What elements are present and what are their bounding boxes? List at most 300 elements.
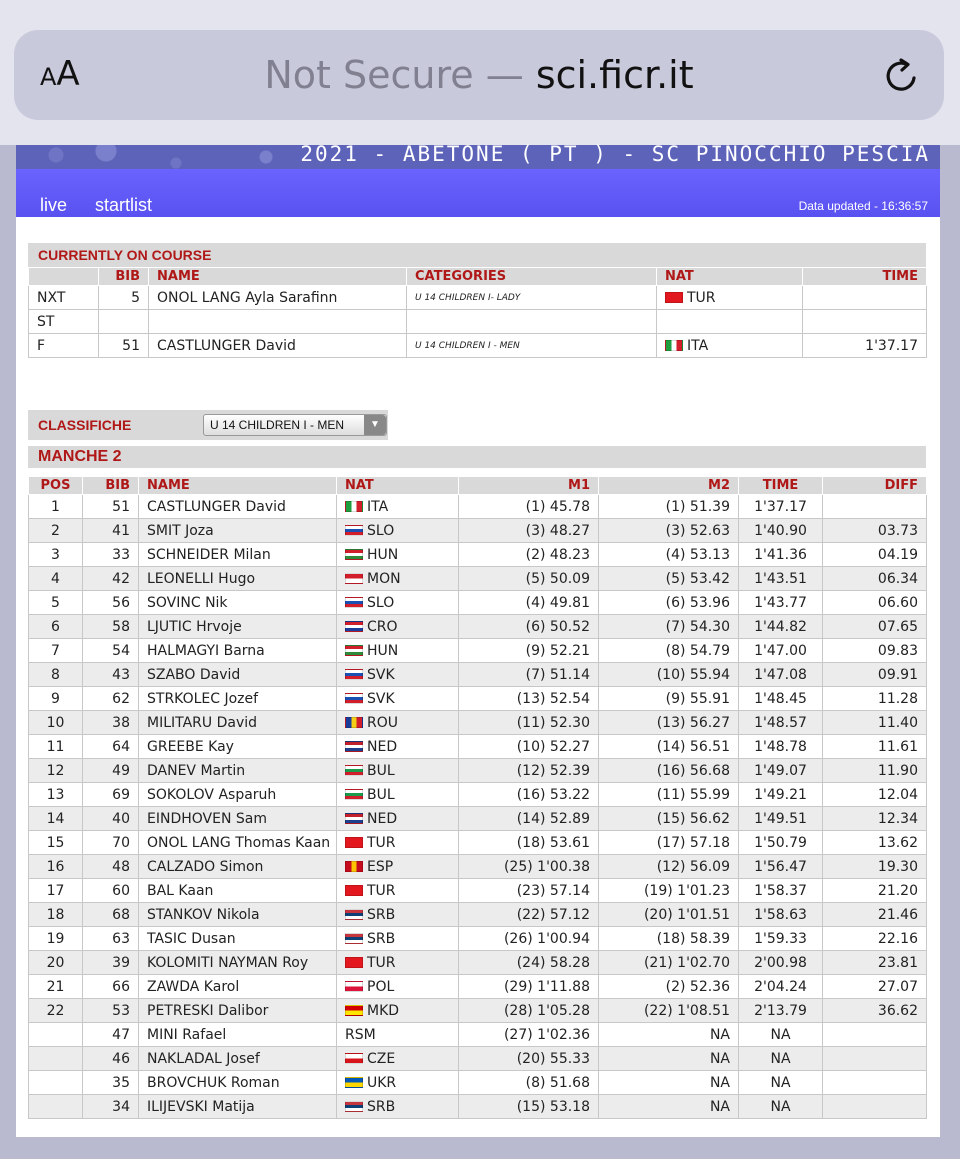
result-diff: 09.91 (823, 663, 927, 687)
result-name: STANKOV Nikola (139, 903, 337, 927)
result-bib: 53 (83, 999, 139, 1023)
nat-code: ROU (367, 714, 398, 731)
result-m2: (18) 58.39 (599, 927, 739, 951)
result-bib: 35 (83, 1071, 139, 1095)
result-name: SMIT Joza (139, 519, 337, 543)
result-pos: 17 (29, 879, 83, 903)
result-time: 1'56.47 (739, 855, 823, 879)
course-column-header (29, 268, 99, 286)
result-bib: 62 (83, 687, 139, 711)
result-name: LEONELLI Hugo (139, 567, 337, 591)
result-pos: 12 (29, 759, 83, 783)
flag-icon (345, 909, 363, 920)
result-m2: (16) 56.68 (599, 759, 739, 783)
result-pos: 14 (29, 807, 83, 831)
results-row (29, 927, 927, 951)
result-bib: 47 (83, 1023, 139, 1047)
course-column-header: TIME (803, 268, 927, 286)
result-m1: (13) 52.54 (459, 687, 599, 711)
result-time: 1'44.82 (739, 615, 823, 639)
result-m2: (9) 55.91 (599, 687, 739, 711)
course-nat (657, 334, 803, 358)
result-m1: (2) 48.23 (459, 543, 599, 567)
result-m1: (4) 49.81 (459, 591, 599, 615)
result-diff: 27.07 (823, 975, 927, 999)
result-pos: 10 (29, 711, 83, 735)
result-name: EINDHOVEN Sam (139, 807, 337, 831)
result-pos (29, 1095, 83, 1119)
nat-code: SRB (367, 930, 396, 947)
result-nat (337, 975, 459, 999)
flag-icon (345, 573, 363, 584)
flag-icon (345, 525, 363, 536)
result-diff: 22.16 (823, 927, 927, 951)
result-nat (337, 879, 459, 903)
results-row (29, 1023, 927, 1047)
result-bib: 54 (83, 639, 139, 663)
result-pos: 21 (29, 975, 83, 999)
result-time: 1'49.21 (739, 783, 823, 807)
result-name: SZABO David (139, 663, 337, 687)
result-pos: 8 (29, 663, 83, 687)
aa-big-label: A (56, 54, 80, 94)
result-time: 1'59.33 (739, 927, 823, 951)
nat-code: HUN (367, 642, 399, 659)
result-name: LJUTIC Hrvoje (139, 615, 337, 639)
results-row (29, 783, 927, 807)
nat-code: ESP (367, 858, 394, 875)
result-nat (337, 615, 459, 639)
result-time: 1'48.45 (739, 687, 823, 711)
result-diff: 07.65 (823, 615, 927, 639)
nav-startlist-link[interactable]: startlist (95, 195, 153, 215)
nat-code: CZE (367, 1050, 396, 1067)
course-name: ONOL LANG Ayla Sarafinn (149, 286, 407, 310)
result-pos (29, 1071, 83, 1095)
results-column-header: TIME (739, 477, 823, 495)
result-bib: 42 (83, 567, 139, 591)
result-pos: 18 (29, 903, 83, 927)
result-bib: 41 (83, 519, 139, 543)
result-bib: 63 (83, 927, 139, 951)
result-nat (337, 1047, 459, 1071)
result-time: NA (739, 1023, 823, 1047)
result-name: CASTLUNGER David (139, 495, 337, 519)
result-time: 1'48.57 (739, 711, 823, 735)
result-m2: (22) 1'08.51 (599, 999, 739, 1023)
course-status: F (29, 334, 99, 358)
result-bib: 60 (83, 879, 139, 903)
result-nat (337, 687, 459, 711)
result-nat (337, 663, 459, 687)
flag-icon (345, 549, 363, 560)
result-m1: (23) 57.14 (459, 879, 599, 903)
result-time: 1'47.00 (739, 639, 823, 663)
flag-icon (345, 1053, 363, 1064)
url-display[interactable] (14, 53, 944, 97)
nat-code: RSM (345, 1026, 376, 1043)
result-m2: (20) 1'01.51 (599, 903, 739, 927)
result-nat (337, 855, 459, 879)
flag-icon (345, 621, 363, 632)
course-category: U 14 CHILDREN I- LADY (407, 286, 657, 310)
flag-icon (345, 669, 363, 680)
result-time: 1'40.90 (739, 519, 823, 543)
course-status: ST (29, 310, 99, 334)
reload-icon[interactable] (880, 54, 924, 98)
result-pos: 11 (29, 735, 83, 759)
nat-code: CRO (367, 618, 398, 635)
result-name: SOKOLOV Asparuh (139, 783, 337, 807)
result-bib: 70 (83, 831, 139, 855)
results-row (29, 975, 927, 999)
result-name: BROVCHUK Roman (139, 1071, 337, 1095)
result-m2: (12) 56.09 (599, 855, 739, 879)
course-nat (657, 310, 803, 334)
flag-icon (345, 501, 363, 512)
result-m2: NA (599, 1023, 739, 1047)
results-row (29, 543, 927, 567)
result-m2: (19) 1'01.23 (599, 879, 739, 903)
flag-icon (345, 837, 363, 848)
result-name: DANEV Martin (139, 759, 337, 783)
result-nat (337, 543, 459, 567)
result-m1: (25) 1'00.38 (459, 855, 599, 879)
nat-code: ITA (367, 498, 389, 515)
result-time: 1'50.79 (739, 831, 823, 855)
result-pos: 15 (29, 831, 83, 855)
results-row (29, 903, 927, 927)
result-nat (337, 1095, 459, 1119)
nat-code: ITA (687, 337, 709, 354)
nat-code: MKD (367, 1002, 400, 1019)
results-row (29, 639, 927, 663)
result-m2: (21) 1'02.70 (599, 951, 739, 975)
result-pos: 4 (29, 567, 83, 591)
result-m2: (4) 53.13 (599, 543, 739, 567)
nat-code: HUN (367, 546, 399, 563)
result-nat (337, 495, 459, 519)
course-row (29, 310, 927, 334)
course-category (407, 310, 657, 334)
result-m2: (17) 57.18 (599, 831, 739, 855)
result-nat (337, 903, 459, 927)
result-diff: 11.61 (823, 735, 927, 759)
result-time: 2'00.98 (739, 951, 823, 975)
result-name: MILITARU David (139, 711, 337, 735)
result-m2: (14) 56.51 (599, 735, 739, 759)
result-m1: (6) 50.52 (459, 615, 599, 639)
results-row (29, 735, 927, 759)
result-diff: 04.19 (823, 543, 927, 567)
category-select-value: U 14 CHILDREN I - MEN (210, 418, 345, 432)
course-name (149, 310, 407, 334)
result-diff: 06.60 (823, 591, 927, 615)
result-m2: (15) 56.62 (599, 807, 739, 831)
result-m1: (10) 52.27 (459, 735, 599, 759)
flag-icon (345, 717, 363, 728)
classification-label: CLASSIFICHE (38, 417, 132, 433)
result-time: NA (739, 1095, 823, 1119)
result-m2: (5) 53.42 (599, 567, 739, 591)
result-bib: 43 (83, 663, 139, 687)
nat-code: SLO (367, 522, 395, 539)
result-bib: 68 (83, 903, 139, 927)
result-bib: 64 (83, 735, 139, 759)
result-m1: (9) 52.21 (459, 639, 599, 663)
result-nat (337, 639, 459, 663)
site-nav (16, 169, 940, 217)
result-m2: (1) 51.39 (599, 495, 739, 519)
result-nat (337, 831, 459, 855)
result-nat (337, 807, 459, 831)
flag-icon (345, 1077, 363, 1088)
flag-icon (345, 1101, 363, 1112)
result-m1: (14) 52.89 (459, 807, 599, 831)
result-name: ILIJEVSKI Matija (139, 1095, 337, 1119)
result-pos (29, 1023, 83, 1047)
result-bib: 56 (83, 591, 139, 615)
result-pos: 7 (29, 639, 83, 663)
result-diff: 13.62 (823, 831, 927, 855)
result-diff: 36.62 (823, 999, 927, 1023)
course-name: CASTLUNGER David (149, 334, 407, 358)
results-column-header: DIFF (823, 477, 927, 495)
flag-icon (345, 765, 363, 776)
category-select[interactable] (203, 414, 387, 436)
flag-icon (345, 933, 363, 944)
result-m1: (28) 1'05.28 (459, 999, 599, 1023)
result-m2: (13) 56.27 (599, 711, 739, 735)
result-m1: (22) 57.12 (459, 903, 599, 927)
results-row (29, 591, 927, 615)
result-bib: 39 (83, 951, 139, 975)
result-m1: (15) 53.18 (459, 1095, 599, 1119)
result-name: KOLOMITI NAYMAN Roy (139, 951, 337, 975)
result-nat (337, 735, 459, 759)
flag-icon (345, 885, 363, 896)
result-bib: 46 (83, 1047, 139, 1071)
event-banner (16, 142, 940, 169)
result-time: NA (739, 1071, 823, 1095)
result-diff: 09.83 (823, 639, 927, 663)
results-row (29, 1047, 927, 1071)
results-row (29, 999, 927, 1023)
results-row (29, 759, 927, 783)
results-row (29, 495, 927, 519)
results-row (29, 807, 927, 831)
results-row (29, 1095, 927, 1119)
results-row (29, 519, 927, 543)
result-m2: (11) 55.99 (599, 783, 739, 807)
results-row (29, 687, 927, 711)
result-diff: 12.04 (823, 783, 927, 807)
result-m1: (1) 45.78 (459, 495, 599, 519)
result-m2: (6) 53.96 (599, 591, 739, 615)
result-bib: 66 (83, 975, 139, 999)
result-pos: 20 (29, 951, 83, 975)
result-time: 2'13.79 (739, 999, 823, 1023)
result-m2: (3) 52.63 (599, 519, 739, 543)
result-pos: 22 (29, 999, 83, 1023)
result-nat (337, 1023, 459, 1047)
nat-code: NED (367, 810, 398, 827)
classification-bar (28, 410, 388, 440)
result-diff: 03.73 (823, 519, 927, 543)
nav-live-link[interactable]: live (40, 195, 68, 215)
course-time: 1'37.17 (803, 334, 927, 358)
result-bib: 33 (83, 543, 139, 567)
result-pos: 9 (29, 687, 83, 711)
result-name: ZAWDA Karol (139, 975, 337, 999)
result-bib: 40 (83, 807, 139, 831)
nat-code: SVK (367, 690, 395, 707)
browser-toolbar (0, 0, 960, 145)
result-nat (337, 519, 459, 543)
nat-code: BUL (367, 762, 395, 779)
result-m2: NA (599, 1071, 739, 1095)
results-column-header: NAME (139, 477, 337, 495)
result-name: SOVINC Nik (139, 591, 337, 615)
results-row (29, 879, 927, 903)
course-column-header: NAT (657, 268, 803, 286)
results-row (29, 951, 927, 975)
results-row (29, 663, 927, 687)
results-table (28, 476, 927, 1119)
result-nat (337, 927, 459, 951)
result-time: 1'58.63 (739, 903, 823, 927)
nat-code: TUR (367, 954, 396, 971)
result-name: PETRESKI Dalibor (139, 999, 337, 1023)
result-name: ONOL LANG Thomas Kaan (139, 831, 337, 855)
result-pos: 1 (29, 495, 83, 519)
result-m1: (3) 48.27 (459, 519, 599, 543)
result-nat (337, 711, 459, 735)
flag-icon (345, 645, 363, 656)
result-name: MINI Rafael (139, 1023, 337, 1047)
nat-code: UKR (367, 1074, 397, 1091)
result-time: 1'47.08 (739, 663, 823, 687)
result-diff: 11.40 (823, 711, 927, 735)
results-column-header: BIB (83, 477, 139, 495)
result-name: NAKLADAL Josef (139, 1047, 337, 1071)
course-bib (99, 310, 149, 334)
results-row (29, 831, 927, 855)
course-row (29, 334, 927, 358)
result-nat (337, 951, 459, 975)
course-column-header: NAME (149, 268, 407, 286)
results-row (29, 567, 927, 591)
result-m1: (26) 1'00.94 (459, 927, 599, 951)
nat-code: BUL (367, 786, 395, 803)
result-pos: 2 (29, 519, 83, 543)
results-row (29, 1071, 927, 1095)
result-name: HALMAGYI Barna (139, 639, 337, 663)
result-time: 1'43.77 (739, 591, 823, 615)
result-pos: 13 (29, 783, 83, 807)
result-time: NA (739, 1047, 823, 1071)
result-diff (823, 1095, 927, 1119)
result-bib: 48 (83, 855, 139, 879)
result-name: BAL Kaan (139, 879, 337, 903)
result-name: CALZADO Simon (139, 855, 337, 879)
event-title: 2021 - ABETONE ( PT ) - SC PINOCCHIO PESCIA (300, 142, 930, 166)
result-m2: (2) 52.36 (599, 975, 739, 999)
flag-icon (345, 957, 363, 968)
result-time: 1'58.37 (739, 879, 823, 903)
aa-small-label: A (40, 63, 57, 91)
result-diff: 19.30 (823, 855, 927, 879)
nat-code: TUR (367, 834, 396, 851)
security-warning: Not Secure — (264, 53, 536, 97)
result-time: 1'48.78 (739, 735, 823, 759)
result-bib: 58 (83, 615, 139, 639)
result-nat (337, 591, 459, 615)
course-time (803, 310, 927, 334)
course-column-header: BIB (99, 268, 149, 286)
flag-icon (345, 861, 363, 872)
nat-code: SVK (367, 666, 395, 683)
flag-icon (665, 292, 683, 303)
flag-icon (345, 981, 363, 992)
course-time (803, 286, 927, 310)
result-name: SCHNEIDER Milan (139, 543, 337, 567)
result-m1: (7) 51.14 (459, 663, 599, 687)
result-nat (337, 759, 459, 783)
course-section-title: CURRENTLY ON COURSE (28, 243, 926, 267)
results-header-row (29, 477, 927, 495)
result-nat (337, 1071, 459, 1095)
result-pos: 5 (29, 591, 83, 615)
result-m1: (18) 53.61 (459, 831, 599, 855)
flag-icon (665, 340, 683, 351)
result-m1: (12) 52.39 (459, 759, 599, 783)
result-time: 1'41.36 (739, 543, 823, 567)
nat-code: TUR (687, 289, 716, 306)
result-diff: 11.90 (823, 759, 927, 783)
course-table (28, 267, 927, 358)
nat-code: SRB (367, 1098, 396, 1115)
course-nat (657, 286, 803, 310)
address-bar[interactable] (14, 30, 944, 120)
result-diff: 23.81 (823, 951, 927, 975)
result-diff (823, 1071, 927, 1095)
flag-icon (345, 789, 363, 800)
result-pos: 3 (29, 543, 83, 567)
result-diff (823, 1023, 927, 1047)
result-bib: 49 (83, 759, 139, 783)
results-column-header: POS (29, 477, 83, 495)
content-panel (16, 217, 940, 1137)
result-diff: 11.28 (823, 687, 927, 711)
nat-code: MON (367, 570, 401, 587)
course-bib: 5 (99, 286, 149, 310)
result-time: 1'49.07 (739, 759, 823, 783)
result-pos (29, 1047, 83, 1071)
result-m1: (16) 53.22 (459, 783, 599, 807)
nat-code: SRB (367, 906, 396, 923)
result-bib: 51 (83, 495, 139, 519)
nat-code: POL (367, 978, 395, 995)
course-row (29, 286, 927, 310)
result-m1: (27) 1'02.36 (459, 1023, 599, 1047)
result-time: 1'43.51 (739, 567, 823, 591)
result-pos: 16 (29, 855, 83, 879)
result-name: STRKOLEC Jozef (139, 687, 337, 711)
result-time: 1'37.17 (739, 495, 823, 519)
dropdown-arrow-icon: ▼ (364, 415, 386, 435)
result-diff (823, 1047, 927, 1071)
